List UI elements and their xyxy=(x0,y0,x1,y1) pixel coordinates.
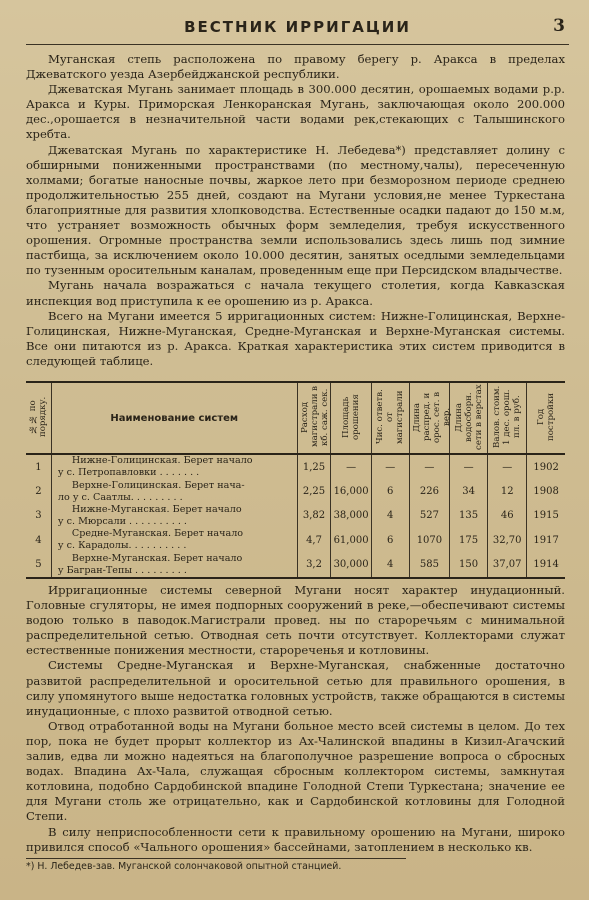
cell-year: 1902 xyxy=(527,454,565,479)
cell-area: — xyxy=(331,454,371,479)
cell-year: 1908 xyxy=(527,479,565,503)
cell-discharge: 4,7 xyxy=(297,528,331,552)
cell-cost: 12 xyxy=(488,479,527,503)
cell-area: 30,000 xyxy=(331,553,371,578)
table-row xyxy=(26,454,565,479)
cell-name: Верхне-Муганская. Берет начало у Багран-Тепы . . . . . . . . . xyxy=(51,553,297,578)
table-row xyxy=(26,553,565,578)
cell-collector-length: 150 xyxy=(450,553,488,578)
cell-cost: 37,07 xyxy=(488,553,527,578)
cell-canal-length: 226 xyxy=(409,479,449,503)
cell-discharge: 3,2 xyxy=(297,553,331,578)
cell-branches: 4 xyxy=(371,553,409,578)
cell-area: 61,000 xyxy=(331,528,371,552)
cell-canal-length: — xyxy=(409,454,449,479)
paragraph: Джеватская Мугань занимает площадь в 300.000 десятин, орошаемых водами р.р. Аракса и Куры. Приморская Ленкоранская Мугань, заключающая около 200.000 дес.,орошается в незначительной части водами рек,стекающих с Талышинского хребта. xyxy=(26,82,565,142)
cell-name: Нижне-Голицинская. Берет начало у с. Петропавловки . . . . . . . xyxy=(51,454,297,479)
col-header-year: Год постройки xyxy=(527,382,565,454)
paragraph: Системы Средне-Муганская и Верхне-Муганская, снабженные достаточно развитой распределительной и оросительной сетью для правильного орошения, в силу упомянутого выше недостатка головных устройств, также обращаются в системы инудационные, с плохо развитой отводной сетью. xyxy=(26,658,565,718)
table-header-row xyxy=(26,382,565,454)
col-header-num: №№ по порядку. xyxy=(26,382,51,454)
cell-num: 2 xyxy=(35,486,42,498)
cell-num: 4 xyxy=(35,534,42,546)
col-header-area: Площадь орошения xyxy=(331,382,371,454)
cell-year: 1914 xyxy=(527,553,565,578)
cell-discharge: 1,25 xyxy=(297,454,331,479)
paragraph: Ирригационные системы северной Мугани носят характер инудационный. Головные сгуляторы, не имея подпорных сооружений в реке,—обеспечивают системы водою только в паводок.Магистрали провед. ны по староречьям с минимальной распределительной сетью. Отводная сеть почти отсутствует. Коллекторами служат естественные понижения местности, старореченья и котловины. xyxy=(26,583,565,658)
cell-branches: 4 xyxy=(371,504,409,528)
table-row xyxy=(26,479,565,503)
cell-num: 3 xyxy=(35,510,42,522)
col-header-discharge: Расход магистрали в кб. саж. сек. xyxy=(297,382,331,454)
cell-branches: 6 xyxy=(371,479,409,503)
cell-branches: — xyxy=(371,454,409,479)
paragraph: Джеватская Мугань по характеристике Н. Лебедева*) представляет долину с обширными пониженными пространствами (по местному,чалы), пересеченную холмами; богатые наносные почвы, жаркое лето при безморозном периоде среднею продолжительностью 255 дней, создают на Мугани условия,не менее Туркестана благоприятные для развития хлопководства. Естественные осадки падают до 150 м.м, что устраняет возможность обычных форм земледелия, требуя искусственного орошения. Огромные пространства земли использовались здесь лишь под зимние пастбища, за исключением около 10.000 десятин, занятых оседлыми земледельцами по тузенным оросительным каналам, проведенным еще при Персидском владычестве. xyxy=(26,142,565,278)
footnote: *) Н. Лебедев-зав. Муганской солончаковой опытной станцией. xyxy=(26,858,406,872)
cell-cost: 32,70 xyxy=(488,528,527,552)
cell-canal-length: 527 xyxy=(409,504,449,528)
page-number: 3 xyxy=(553,16,565,36)
cell-year: 1915 xyxy=(527,504,565,528)
paragraph: В силу неприспособленности сети к правильному орошению на Мугани, широко привился способ «Чального орошения» бассейнами, затоплением в несколько кв. xyxy=(26,824,565,854)
body-text-top xyxy=(26,52,565,369)
cell-name: Верхне-Голицинская. Берет нача- ло у с. Саатлы. . . . . . . . . xyxy=(51,479,297,503)
cell-collector-length: 34 xyxy=(450,479,488,503)
paragraph: Всего на Мугани имеется 5 ирригационных систем: Нижне-Голицинская, Верхне-Голицинская, Нижне-Муганская, Средне-Муганская и Верхне-Муганская системы. Все они питаются из р. Аракса. Краткая характеристика этих систем приводится в следующей таблице. xyxy=(26,308,565,368)
cell-discharge: 2,25 xyxy=(297,479,331,503)
col-header-name: Наименование систем xyxy=(51,382,297,454)
cell-year: 1917 xyxy=(527,528,565,552)
cell-area: 38,000 xyxy=(331,504,371,528)
cell-collector-length: 135 xyxy=(450,504,488,528)
cell-name: Средне-Муганская. Берет начало у с. Карадолы. . . . . . . . . . xyxy=(51,528,297,552)
paragraph: Муганская степь расположена по правому берегу р. Аракса в пределах Джеватского уезда Азербейджанской республики. xyxy=(26,52,565,82)
cell-name: Нижне-Муганская. Берет начало у с. Мюрсали . . . . . . . . . . xyxy=(51,504,297,528)
cell-collector-length: — xyxy=(450,454,488,479)
col-header-collector-length: Длина водосборн. сети в верстах xyxy=(450,382,488,454)
cell-num: 5 xyxy=(35,559,42,571)
irrigation-systems-table xyxy=(26,381,565,579)
body-text-bottom xyxy=(26,583,565,855)
paragraph: Мугань начала возражаться с начала текущего столетия, когда Кавказская инспекция вод приступила к ее орошению из р. Аракса. xyxy=(26,278,565,308)
cell-canal-length: 585 xyxy=(409,553,449,578)
cell-branches: 6 xyxy=(371,528,409,552)
cell-canal-length: 1070 xyxy=(409,528,449,552)
cell-area: 16,000 xyxy=(331,479,371,503)
cell-num: 1 xyxy=(35,461,42,473)
journal-title: ВЕСТНИК ИРРИГАЦИИ xyxy=(184,18,411,36)
col-header-canal-length: Длина распред. и ороc. сет. в вер. xyxy=(409,382,449,454)
col-header-branches: Чис. ответв. от магистрали xyxy=(371,382,409,454)
cell-cost: — xyxy=(488,454,527,479)
cell-collector-length: 175 xyxy=(450,528,488,552)
page-header xyxy=(26,12,569,45)
table-row xyxy=(26,528,565,552)
cell-discharge: 3,82 xyxy=(297,504,331,528)
table-row xyxy=(26,504,565,528)
paragraph: Отвод отработанной воды на Мугани больное место всей системы в целом. До тех пор, пока не будет прорыт коллектор из Ах-Чалинской впадины в Кизил-Агачский залив, едва ли можно надеяться на благополучное разрешение вопроса о сбросных водах. Впадина Ах-Чала, служащая сбросным коллектором системы, замкнутая котловина, подобно Сардобинской впадине Голодной Степи Туркестана; значение ее для Мугани столь же отрицательно, как и Сардобинской котловины для Голодной Степи. xyxy=(26,718,565,824)
col-header-cost: Валов. стоим. 1 дес. орош. пл. в руб. xyxy=(488,382,527,454)
cell-cost: 46 xyxy=(488,504,527,528)
